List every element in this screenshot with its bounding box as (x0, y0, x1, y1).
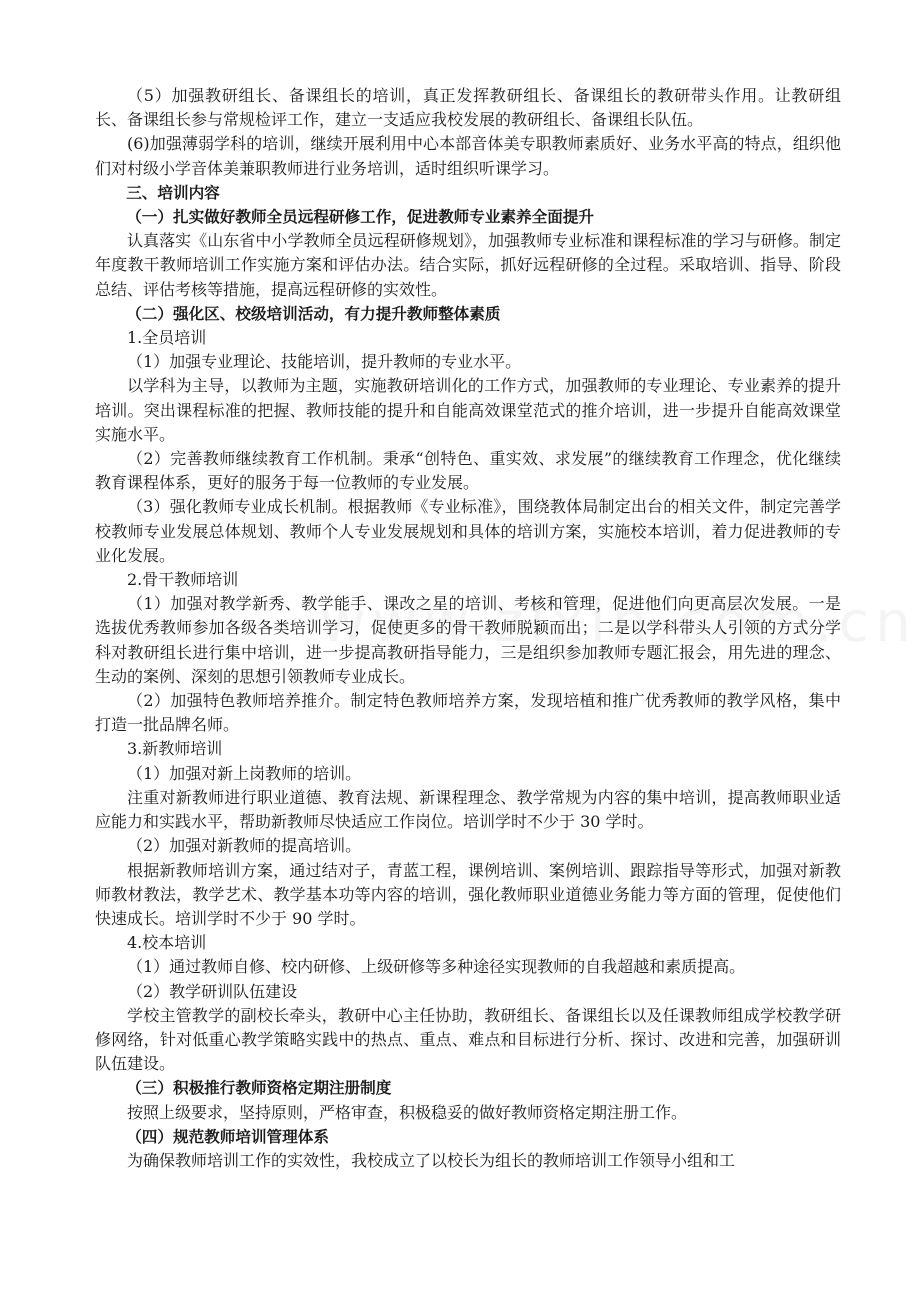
document-body (95, 84, 841, 1173)
paragraph: （1）加强对教学新秀、教学能手、课改之星的培训、考核和管理，促进他们向更高层次发展。一是选拔优秀教师参加各级各类培训学习，促使更多的骨干教师脱颖而出；二是以学科带头人引领的方式分学科对教研组长进行集中培训，进一步提高教研指导能力，三是组织参加教师专题汇报会，用先进的理念、生动的案例、深刻的思想引领教师专业成长。 (95, 594, 841, 686)
section-heading: 三、培训内容 (126, 183, 220, 202)
paragraph: 为确保教师培训工作的实效性，我校成立了以校长为组长的教师培训工作领导小组和工 (127, 1150, 736, 1170)
paragraph: 1.全员培训 (127, 328, 207, 348)
paragraph: （2）教学研训队伍建设 (127, 981, 298, 1001)
paragraph: 以学科为主导，以教师为主题，实施教研培训化的工作方式，加强教师的专业理论、专业素养的提升培训。突出课程标准的把握、教师技能的提升和自能高效课堂范式的推介培训，进一步提升自能高效课堂实施水平。 (95, 376, 841, 444)
paragraph: 4.校本培训 (127, 933, 207, 953)
paragraph: （2）完善教师继续教育工作机制。秉承“创特色、重实效、求发展”的继续教育工作理念，优化继续教育课程体系，更好的服务于每一位教师的专业发展。 (95, 449, 841, 493)
paragraph: （2）加强对新教师的提高培训。 (127, 836, 362, 856)
paragraph: （1）加强专业理论、技能培训，提升教师的专业水平。 (127, 352, 522, 372)
paragraph: （5）加强教研组长、备课组长的培训，真正发挥教研组长、备课组长的教研带头作用。让教研组长、备课组长参与常规检评工作，建立一支适应我校发展的教研组长、备课组长队伍。 (95, 86, 841, 130)
paragraph: 根据新教师培训方案，通过结对子，青蓝工程，课例培训、案例培训、跟踪指导等形式，加强对新教师教材教法，教学艺术、教学基本功等内容的培训，强化教师职业道德业务能力等方面的管理，促使他们快速成长。培训学时不少于 90 学时。 (95, 860, 841, 928)
section-heading: （四）规范教师培训管理体系 (126, 1127, 329, 1146)
paragraph: 按照上级要求，坚持原则，严格审查，积极稳妥的做好教师资格定期注册工作。 (127, 1102, 688, 1122)
paragraph: 3.新教师培训 (127, 739, 223, 759)
section-heading: （二）强化区、校级培训活动，有力提升教师整体素质 (126, 304, 501, 323)
section-heading: （一）扎实做好教师全员远程研修工作，促进教师专业素养全面提升 (126, 208, 595, 227)
section-heading: （三）积极推行教师资格定期注册制度 (126, 1079, 392, 1098)
paragraph: 2.骨干教师培训 (127, 570, 239, 590)
paragraph: (6)加强薄弱学科的培训，继续开展利用中心本部音体美专职教师素质好、业务水平高的特点，组织他们对村级小学音体美兼职教师进行业务培训，适时组织听课学习。 (95, 134, 841, 178)
paragraph: 学校主管教学的副校长牵头，教研中心主任协助，教研组长、备课组长以及任课教师组成学校教学研修网络，针对低重心教学策略实践中的热点、重点、难点和目标进行分析、探讨、改进和完善，加强研训队伍建设。 (95, 1005, 841, 1074)
paragraph: 认真落实《山东省中小学教师全员远程研修规划》，加强教师专业标准和课程标准的学习与研修。制定年度教干教师培训工作实施方案和评估办法。结合实际，抓好远程研修的全过程。采取培训、指导、阶段总结、评估考核等措施，提高远程研修的实效性。 (95, 231, 841, 299)
paragraph: （3）强化教师专业成长机制。根据教师《专业标准》，围绕教体局制定出台的相关文件，制定完善学校教师专业发展总体规划、教师个人专业发展规划和具体的培训方案，实施校本培训，着力促进教师的专业化发展。 (95, 497, 841, 565)
paragraph: （2）加强特色教师培养推介。制定特色教师培养方案，发现培植和推广优秀教师的教学风格，集中打造一批品牌名师。 (95, 691, 841, 735)
paragraph: （1）加强对新上岗教师的培训。 (127, 763, 362, 783)
paragraph: （1）通过教师自修、校内研修、上级研修等多种途径实现教师的自我超越和素质提高。 (127, 957, 746, 977)
paragraph: 注重对新教师进行职业道德、教育法规、新课程理念、教学常规为内容的集中培训，提高教师职业适应能力和实践水平，帮助新教师尽快适应工作岗位。培训学时不少于 30 学时。 (95, 787, 841, 832)
